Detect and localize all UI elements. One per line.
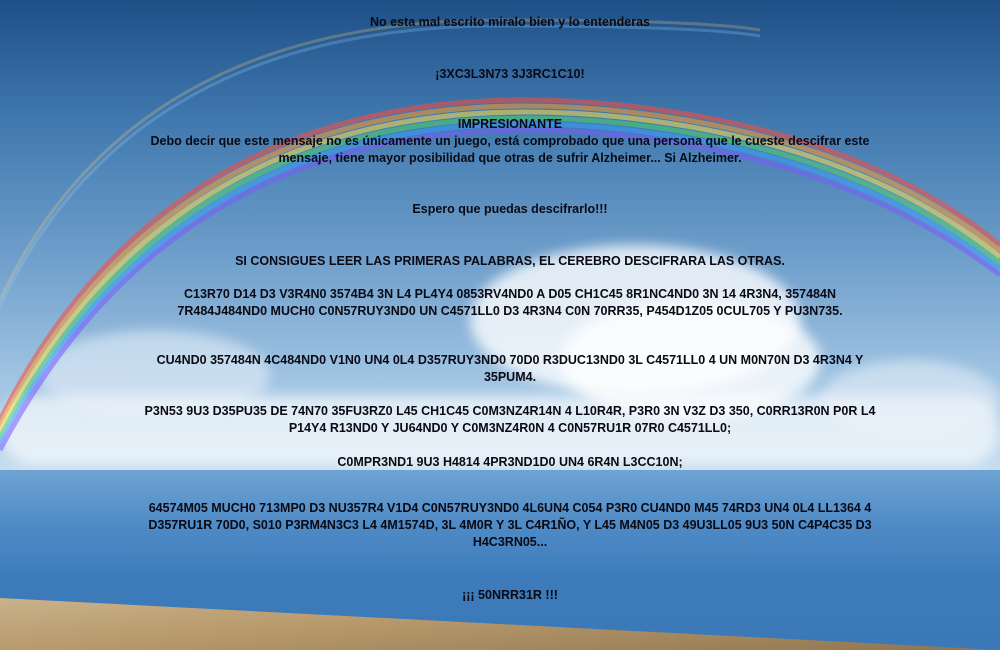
encoded-paragraph-3: P3N53 9U3 D35PU35 DE 74N70 35FU3RZ0 L45 CH1C45 C0M3NZ4R14N 4 L10R4R, P3R0 3N V3Z D3 350, C0RR13R0N P0R L4 P14Y4 R13ND0 Y JU64ND0 Y C0M3NZ4R0N 4 C0N57RU1R 07R0 C4571LL0; (144, 404, 876, 435)
encoded-paragraph-5: 64574M05 MUCH0 713MP0 D3 NU357R4 V1D4 C0N57RUY3ND0 4L6UN4 C054 P3R0 CU4ND0 M45 74RD3 UN4 0L4 LL1364 4 D357RU1R 70D0, S010 P3RM4N3C3 L4 4M1574D, 3L 4M0R Y 3L C4R1ÑO, Y L45 M4N05 D3 49U3LL05 9U3 50N C4P4C35 D3 H4C3RN05... (148, 501, 872, 549)
excellent-exercise-line: ¡3XC3L3N73 3J3RC1C10! (435, 67, 585, 81)
alzheimer-paragraph: Debo decir que este mensaje no es únicamente un juego, está comprobado que una persona que le cueste descifrar este mensaje, tiene mayor posibilidad que otras de sufrir Alzheimer... Si Alzheimer. (150, 134, 870, 165)
encoded-paragraph-4: C0MPR3ND1 9U3 H4814 4PR3ND1D0 UN4 6R4N L3CC10N; (337, 455, 683, 469)
hope-line: Espero que puedas descifrarlo!!! (412, 202, 608, 216)
brain-decipher-line: SI CONSIGUES LEER LAS PRIMERAS PALABRAS, EL CEREBRO DESCIFRARA LAS OTRAS. (235, 254, 785, 268)
encoded-paragraph-2: CU4ND0 357484N 4C484ND0 V1N0 UN4 0L4 D357RUY3ND0 70D0 R3DUC13ND0 3L C4571LL0 4 UN M0N70N D3 4R3N4 Y 35PUM4. (156, 353, 864, 384)
encoded-paragraph-1: C13R70 D14 D3 V3R4N0 3574B4 3N L4 PL4Y4 0853RV4ND0 A D05 CH1C45 8R1NC4ND0 3N 14 4R3N4, 357484N 7R484J484ND0 MUCH0 C0N57RUY3ND0 UN C4571LL0 D3 4R3N4 C0N 70RR35, P454D1Z05 0CUL705 Y PU3N735. (177, 287, 843, 318)
smile-line: ¡¡¡ 50NRR31R !!! (462, 588, 558, 602)
intro-line: No esta mal escrito miralo bien y lo entenderas (370, 15, 650, 29)
impressive-heading: IMPRESIONANTE (457, 117, 563, 131)
